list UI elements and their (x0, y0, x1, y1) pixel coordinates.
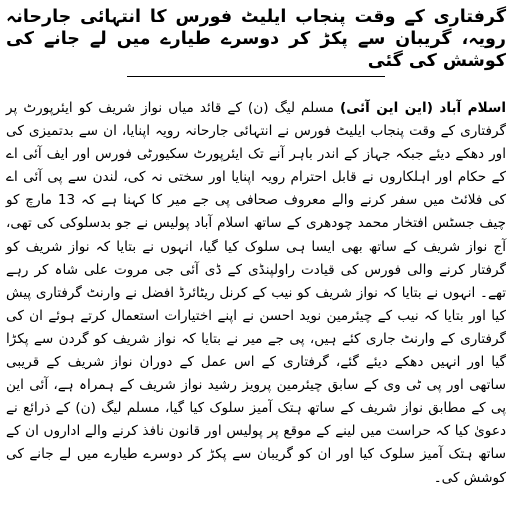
article-dateline: اسلام آباد (این این آئی) (340, 100, 506, 116)
article-body-paragraph (6, 97, 506, 517)
headline-divider (127, 76, 385, 77)
article-body-text: مسلم لیگ (ن) کے قائد میاں نواز شریف کو ایئرپورٹ پر گرفتاری کے وقت پنجاب ایلیٹ فورس نے انتہائی جارحانہ رویہ اپنایا، ان سے بدتمیزی کی اور دھکے دیئے جبکہ جہاز کے اندر باہر آنے تک ایئرپورٹ سکیورٹی فورس اور ایف آئی اے کے حکام اور اہلکاروں نے قابل احترام رویہ اپنایا اور سختی نہ کی، لندن سے پی آئی اے کی فلائٹ میں سفر کرنے والے معروف صحافی پی جے میر کا کہنا ہے کہ 13 مارچ کو چیف جسٹس افتخار محمد چودھری کے ساتھ اسلام آباد پولیس نے جو بدسلوکی کی تھی، آج نواز شریف کے ساتھ بھی ایسا ہی سلوک کیا گیا، انہوں نے بتایا کہ نواز شریف کو گرفتار کرنے والی فورس کی قیادت راولپنڈی کے ڈی آئی جی مروت علی شاہ کر رہے تھے۔ انہوں نے بتایا کہ نواز شریف کو نیب کے کرنل ریٹائرڈ افضل نے وارنٹ گرفتاری پیش کیا اور بتایا کہ نیب کے چیئرمین نوید احسن نے اپنے اختیارات استعمال کرتے ہوئے ان کی گرفتاری کے وارنٹ جاری کئے ہیں، پی جے میر نے بتایا کہ نواز شریف کو گردن سے پکڑا گیا اور انہیں دھکے دیئے گئے، گرفتاری کے اس عمل کے دوران نواز شریف کے قریبی ساتھی اور پی ٹی وی کے سابق چیئرمین پرویز رشید نواز شریف کے ہمراہ ہے، آئی این پی کے مطابق نواز شریف کے ساتھ ہتک آمیز سلوک کیا گیا، مسلم لیگ (ن) کے ذرائع نے دعویٰ کیا کہ حراست میں لینے کے موقع پر پولیس اور قانون نافذ کرنے والے اداروں ان کے ساتھ ہتک آمیز سلوک کیا اور ان کو گریبان سے پکڑ کر دوسرے طیارے میں لے جانے کی کوشش کی۔ (6, 100, 507, 486)
article-headline: گرفتاری کے وقت پنجاب ایلیٹ فورس کا انتہائی جارحانہ رویہ، گریبان سے پکڑ کر دوسرے طیارے میں لے جانے کی کوشش کی گئی (6, 7, 506, 71)
